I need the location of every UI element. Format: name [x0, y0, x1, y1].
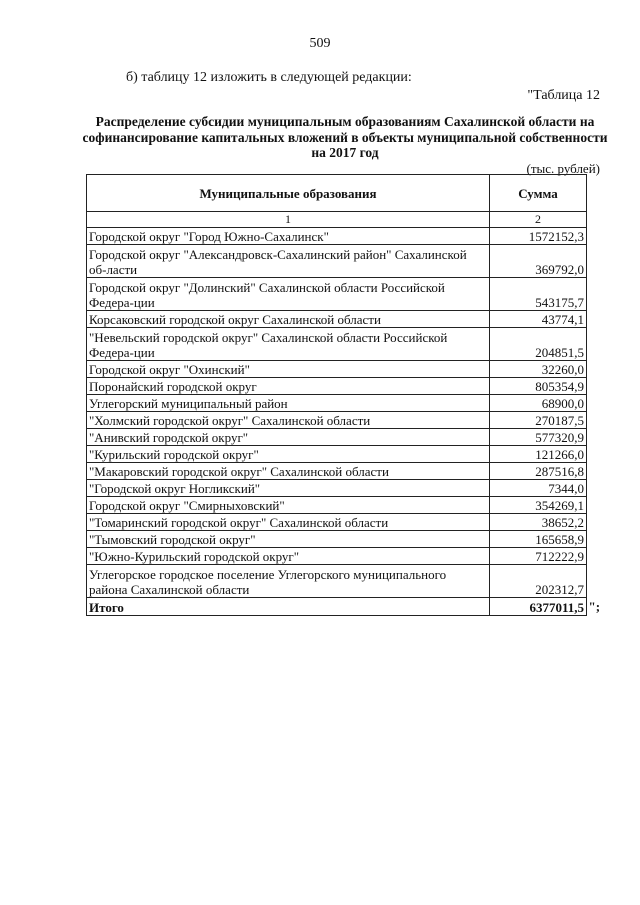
municipality-sum: 805354,9: [490, 378, 587, 395]
header-sum: Сумма: [490, 175, 587, 212]
municipality-name: "Курильский городской округ": [87, 446, 490, 463]
municipality-name: Городской округ "Александровск-Сахалинский район" Сахалинской об-ласти: [87, 245, 490, 278]
table-row: [87, 412, 587, 429]
municipality-sum: 287516,8: [490, 463, 587, 480]
table-row: [87, 514, 587, 531]
subsidy-table: [86, 174, 587, 616]
table-row: [87, 497, 587, 514]
municipality-name: Углегорское городское поселение Углегорского муниципального района Сахалинской области: [87, 565, 490, 598]
table-row: [87, 245, 587, 278]
municipality-sum: 32260,0: [490, 361, 587, 378]
municipality-sum: 712222,9: [490, 548, 587, 565]
document-title: Распределение субсидии муниципальным образованиям Сахалинской области на софинансирование капитальных вложений в объекты муниципальной собственности на 2017 год: [82, 114, 608, 160]
municipality-sum: 543175,7: [490, 278, 587, 311]
municipality-name: "Городской округ Ногликский": [87, 480, 490, 497]
municipality-name: Поронайский городской округ: [87, 378, 490, 395]
table-row: [87, 531, 587, 548]
table-row: [87, 228, 587, 245]
municipality-sum: 38652,2: [490, 514, 587, 531]
column-number-1: 1: [87, 212, 490, 228]
municipality-name: Углегорский муниципальный район: [87, 395, 490, 412]
municipality-sum: 121266,0: [490, 446, 587, 463]
municipality-name: "Южно-Курильский городской округ": [87, 548, 490, 565]
municipality-name: Городской округ "Смирныховский": [87, 497, 490, 514]
table-row: [87, 361, 587, 378]
municipality-name: "Тымовский городской округ": [87, 531, 490, 548]
municipality-sum: 577320,9: [490, 429, 587, 446]
units-label: (тыс. рублей): [526, 161, 600, 176]
column-number-2: 2: [490, 212, 587, 228]
municipality-name: Городской округ "Долинский" Сахалинской области Российской Федера-ции: [87, 278, 490, 311]
table-row: [87, 278, 587, 311]
table-row: [87, 463, 587, 480]
municipality-name: "Томаринский городской округ" Сахалинской области: [87, 514, 490, 531]
municipality-sum: 165658,9: [490, 531, 587, 548]
total-label: Итого: [87, 598, 490, 616]
table-row: [87, 378, 587, 395]
table-header-row: [87, 175, 587, 212]
table-row: [87, 446, 587, 463]
table-row: [87, 311, 587, 328]
table-row: [87, 429, 587, 446]
header-municipalities: Муниципальные образования: [87, 175, 490, 212]
municipality-sum: 354269,1: [490, 497, 587, 514]
municipality-name: Городской округ "Город Южно-Сахалинск": [87, 228, 490, 245]
municipality-name: Городской округ "Охинский": [87, 361, 490, 378]
table-label: "Таблица 12: [527, 88, 600, 103]
municipality-name: "Анивский городской округ": [87, 429, 490, 446]
page-number: 509: [309, 36, 331, 51]
municipality-name: "Макаровский городской округ" Сахалинской области: [87, 463, 490, 480]
municipality-sum: 204851,5: [490, 328, 587, 361]
municipality-name: Корсаковский городской округ Сахалинской области: [87, 311, 490, 328]
municipality-sum: 7344,0: [490, 480, 587, 497]
table-row: [87, 565, 587, 598]
municipality-sum: 43774,1: [490, 311, 587, 328]
total-row: [87, 598, 587, 616]
total-sum: 6377011,5: [490, 598, 587, 616]
table-row: [87, 395, 587, 412]
municipality-sum: 270187,5: [490, 412, 587, 429]
column-number-row: [87, 212, 587, 228]
municipality-name: "Невельский городской округ" Сахалинской области Российской Федера-ции: [87, 328, 490, 361]
municipality-sum: 202312,7: [490, 565, 587, 598]
municipality-sum: 1572152,3: [490, 228, 587, 245]
municipality-sum: 369792,0: [490, 245, 587, 278]
table-row: [87, 328, 587, 361]
municipality-sum: 68900,0: [490, 395, 587, 412]
table-row: [87, 548, 587, 565]
closing-quote: ";: [588, 598, 601, 614]
municipality-name: "Холмский городской округ" Сахалинской области: [87, 412, 490, 429]
intro-text: б) таблицу 12 изложить в следующей редакции:: [126, 70, 412, 85]
table-row: [87, 480, 587, 497]
